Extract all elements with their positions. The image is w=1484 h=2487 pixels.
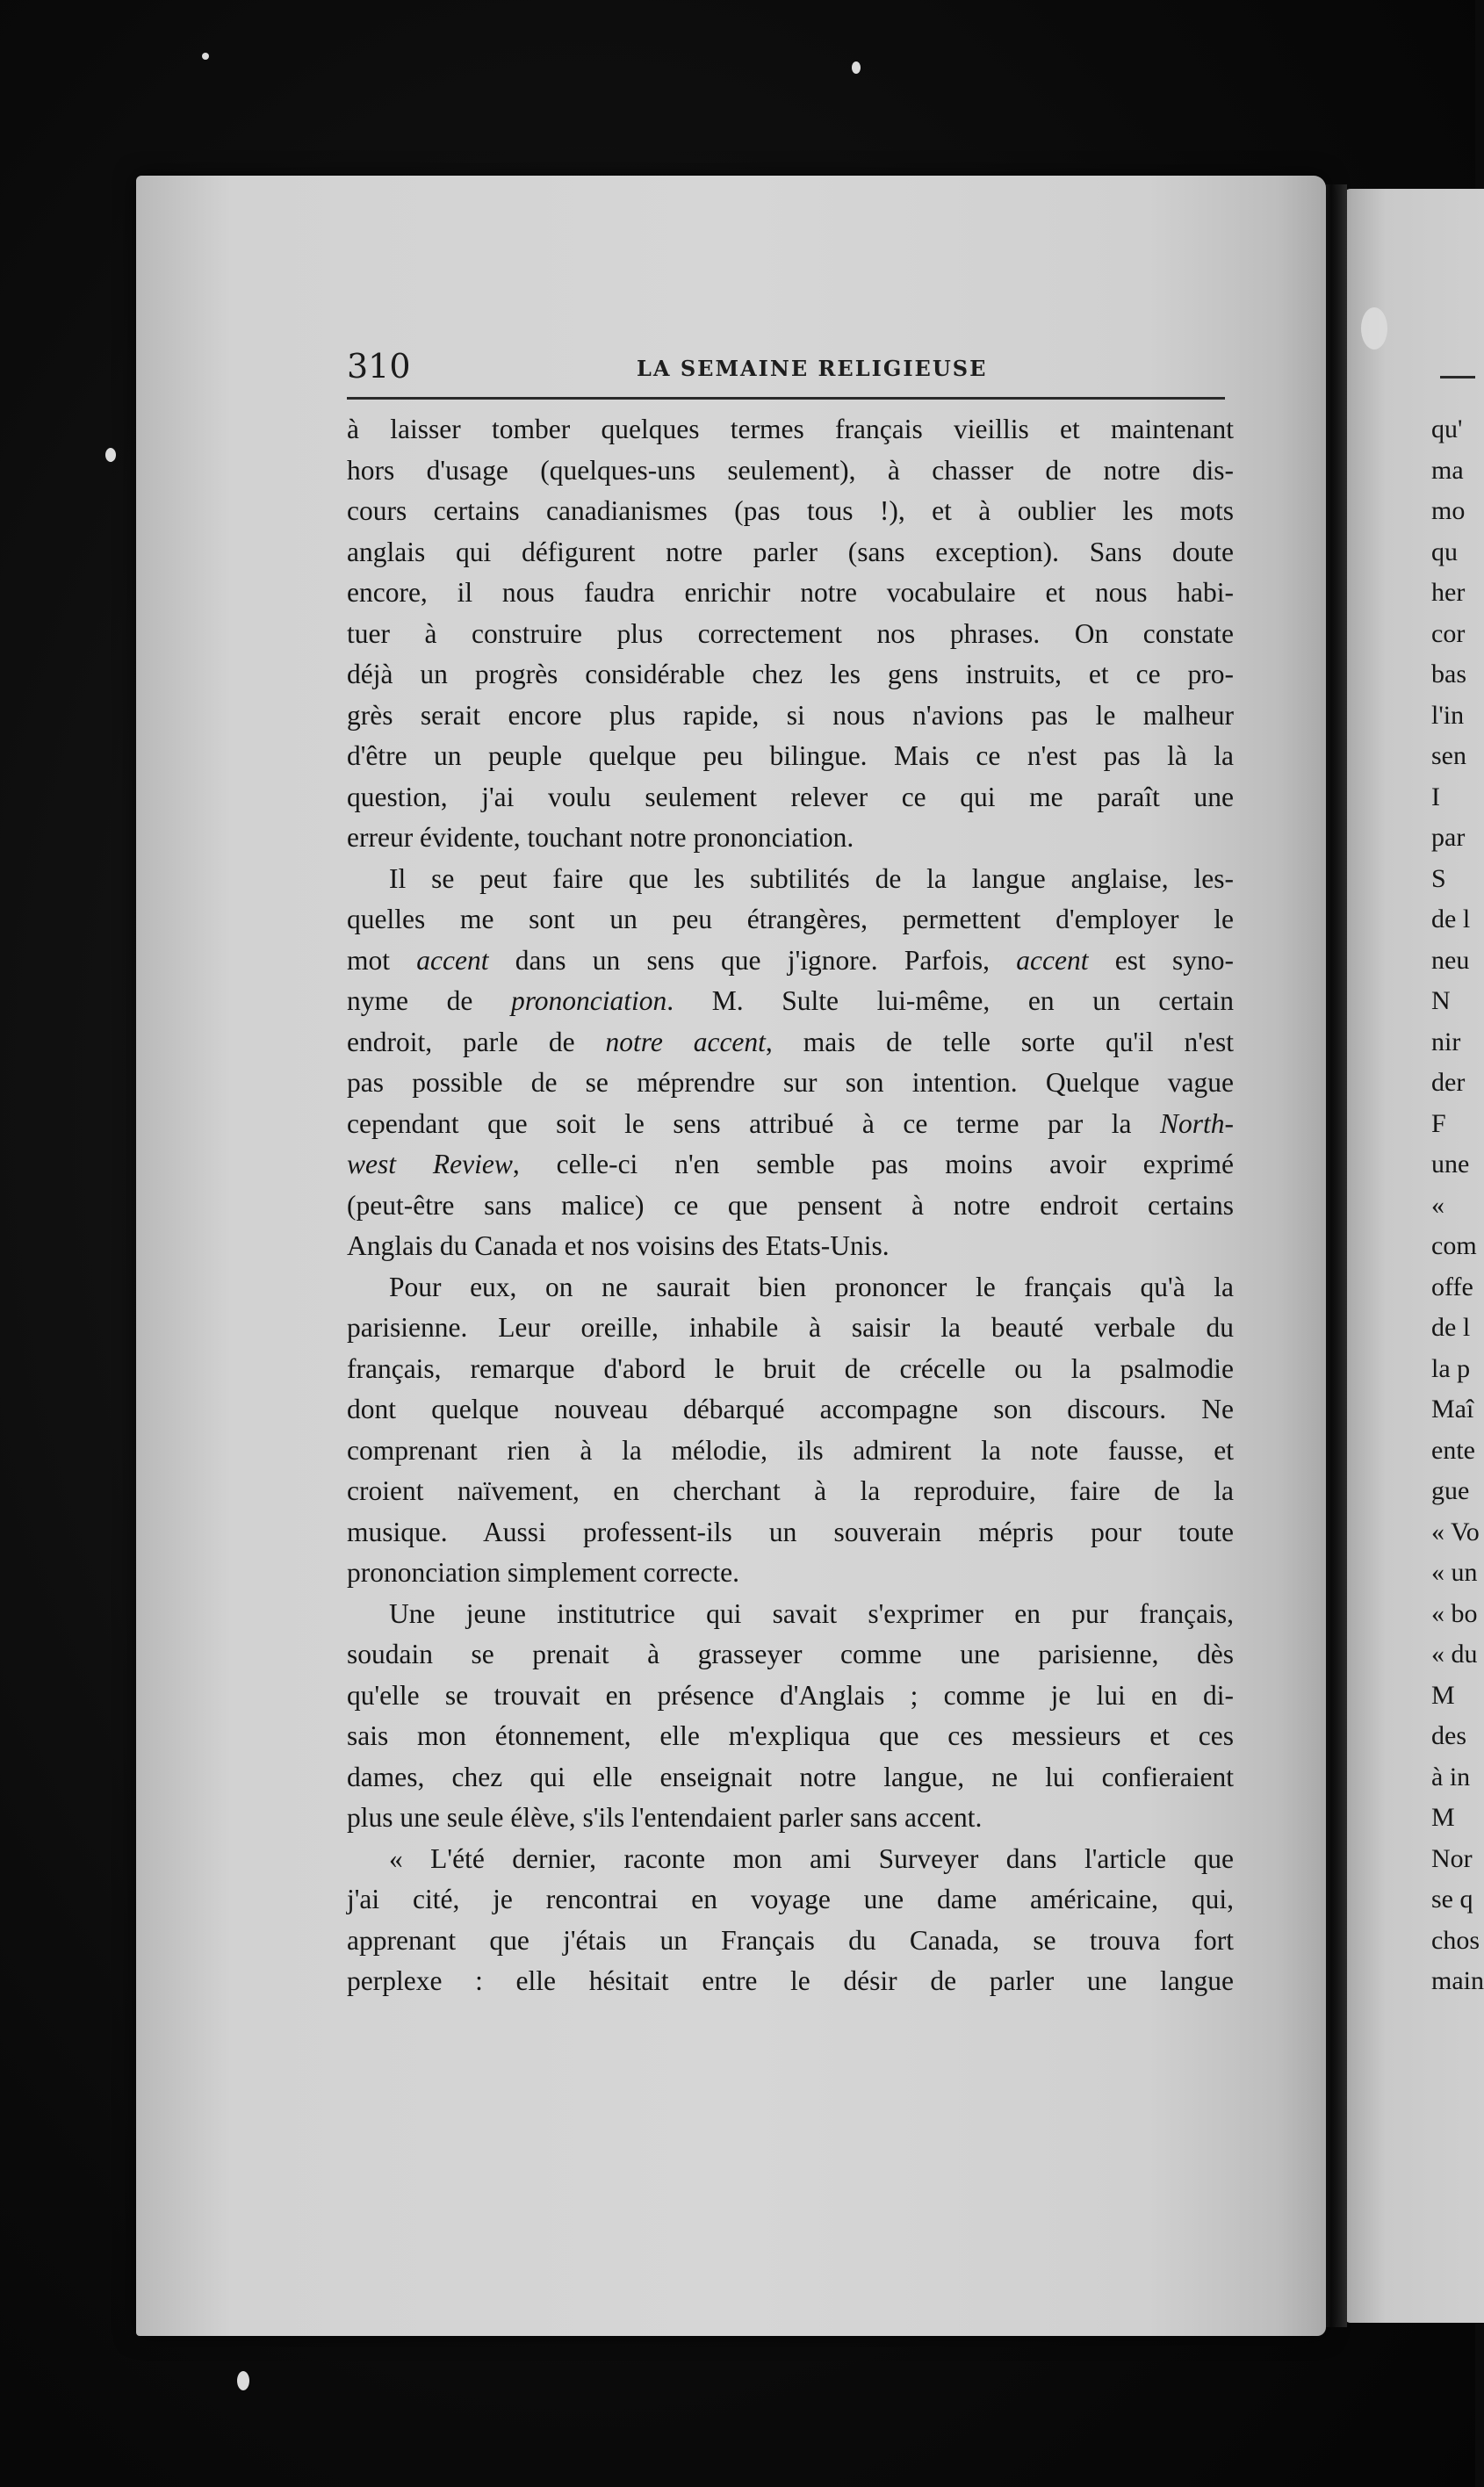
text-line: erreur évidente, touchant notre prononciation.: [347, 822, 854, 853]
text-line: français, remarque d'abord le bruit de crécelle ou la psalmodie: [347, 1352, 1234, 1384]
adjacent-text-fragment: une: [1431, 1150, 1470, 1179]
adjacent-text-fragment: «: [1431, 1190, 1444, 1220]
text-line: apprenant que j'étais un Français du Canada, se trouva fort: [347, 1924, 1234, 1956]
page-header: [347, 347, 1225, 391]
text-line: question, j'ai voulu seulement relever ce qui me paraît une: [347, 781, 1234, 812]
text-line: Il se peut faire que les subtilités de la langue anglaise, les-: [389, 862, 1234, 894]
adjacent-text-fragment: M: [1431, 1680, 1455, 1710]
text-line: (peut-être sans malice) ce que pensent à notre endroit certains: [347, 1189, 1234, 1221]
adjacent-text-fragment: bas: [1431, 660, 1466, 688]
adjacent-text-fragment: N: [1431, 986, 1451, 1015]
text-line: déjà un progrès considérable chez les gens instruits, et ce pro-: [347, 659, 1234, 689]
text-line: parisienne. Leur oreille, inhabile à saisir la beauté verbale du: [347, 1312, 1234, 1343]
adjacent-text-fragment: mo: [1431, 496, 1466, 525]
adjacent-page-text: [1431, 409, 1484, 2002]
body-text: [347, 409, 1234, 2002]
text-line: cependant que soit le sens attribué à ce terme par la North-: [347, 1107, 1234, 1139]
adjacent-text-fragment: la p: [1431, 1353, 1471, 1383]
text-line: soudain se prenait à grasseyer comme une parisienne, dès: [347, 1639, 1234, 1669]
text-line: grès serait encore plus rapide, si nous n'avions pas le malheur: [347, 699, 1234, 731]
adjacent-text-fragment: gue: [1431, 1476, 1470, 1505]
text-line: perplexe : elle hésitait entre le désir de parler une langue: [347, 1965, 1234, 1996]
adjacent-text-fragment: her: [1431, 578, 1466, 607]
text-line: west Review, celle-ci n'en semble pas moins avoir exprimé: [347, 1149, 1235, 1179]
film-speck: [1361, 307, 1387, 350]
adjacent-text-fragment: sen: [1431, 741, 1466, 770]
text-line: dames, chez qui elle enseignait notre langue, ne lui confieraient: [347, 1761, 1234, 1792]
text-line: Une jeune institutrice qui savait s'exprimer en pur français,: [389, 1597, 1234, 1629]
adjacent-text-fragment: ma: [1431, 455, 1464, 485]
text-line: quelles me sont un peu étrangères, permettent d'employer le: [347, 904, 1234, 934]
adjacent-text-fragment: F: [1431, 1108, 1446, 1138]
text-line: nyme de prononciation. M. Sulte lui-même, en un certain: [347, 985, 1234, 1016]
adjacent-header-rule: [1440, 376, 1475, 378]
text-line: pas possible de se méprendre sur son intention. Quelque vague: [347, 1067, 1234, 1098]
adjacent-text-fragment: S: [1431, 863, 1446, 893]
text-line: j'ai cité, je rencontrai en voyage une dame américaine, qui,: [347, 1884, 1234, 1914]
text-line: qu'elle se trouvait en présence d'Anglais ; comme je lui en di-: [347, 1679, 1234, 1711]
adjacent-text-fragment: de l: [1431, 1313, 1471, 1342]
adjacent-text-fragment: de l: [1431, 905, 1471, 934]
adjacent-text-fragment: neu: [1431, 945, 1470, 975]
adjacent-text-fragment: cor: [1431, 618, 1466, 648]
film-speck: [852, 61, 861, 74]
adjacent-text-fragment: des: [1431, 1721, 1466, 1750]
adjacent-text-fragment: à in: [1431, 1762, 1471, 1791]
text-line: prononciation simplement correcte.: [347, 1557, 739, 1588]
adjacent-text-fragment: der: [1431, 1068, 1466, 1097]
adjacent-text-fragment: par: [1431, 823, 1466, 852]
text-line: cours certains canadianismes (pas tous !), et à oublier les mots: [347, 495, 1234, 526]
adjacent-text-fragment: « un: [1431, 1558, 1478, 1587]
film-speck: [202, 53, 209, 60]
adjacent-text-fragment: Nor: [1431, 1843, 1473, 1873]
text-line: plus une seule élève, s'ils l'entendaient parler sans accent.: [347, 1802, 983, 1833]
text-line: musique. Aussi professent-ils un souverain mépris pour toute: [347, 1516, 1234, 1547]
text-line: Anglais du Canada et nos voisins des Etats-Unis.: [347, 1230, 890, 1261]
text-line: hors d'usage (quelques-uns seulement), à chasser de notre dis-: [347, 454, 1234, 486]
text-line: endroit, parle de notre accent, mais de telle sorte qu'il n'est: [347, 1026, 1234, 1057]
adjacent-text-fragment: Maî: [1431, 1395, 1474, 1424]
text-line: « L'été dernier, raconte mon ami Surveyer dans l'article que: [389, 1842, 1234, 1874]
text-line: encore, il nous faudra enrichir notre vocabulaire et nous habi-: [347, 577, 1234, 608]
adjacent-text-fragment: « du: [1431, 1640, 1478, 1669]
adjacent-text-fragment: main: [1431, 1966, 1484, 1995]
adjacent-text-fragment: « Vo: [1431, 1517, 1480, 1546]
page-number: 310: [347, 347, 411, 386]
adjacent-text-fragment: l'in: [1431, 700, 1465, 730]
text-line: Pour eux, on ne saurait bien prononcer le français qu'à la: [389, 1271, 1234, 1302]
adjacent-text-fragment: qu: [1431, 537, 1458, 566]
film-speck: [105, 448, 116, 462]
adjacent-text-fragment: ente: [1431, 1435, 1475, 1465]
adjacent-text-fragment: nir: [1431, 1027, 1461, 1056]
adjacent-text-fragment: se q: [1431, 1885, 1473, 1914]
text-line: sais mon étonnement, elle m'expliqua que ces messieurs et ces: [347, 1720, 1234, 1751]
running-title: LA SEMAINE RELIGIEUSE: [637, 356, 988, 381]
text-line: mot accent dans un sens que j'ignore. Parfois, accent est syno-: [347, 944, 1234, 976]
adjacent-text-fragment: qu': [1431, 414, 1463, 443]
adjacent-text-fragment: I: [1431, 782, 1440, 811]
text-line: d'être un peuple quelque peu bilingue. Mais ce n'est pas là la: [347, 740, 1234, 771]
film-speck: [237, 2371, 249, 2390]
adjacent-text-fragment: offe: [1431, 1272, 1473, 1301]
text-line: croient naïvement, en cherchant à la reproduire, faire de la: [347, 1475, 1234, 1506]
adjacent-text-fragment: com: [1431, 1231, 1477, 1260]
text-line: dont quelque nouveau débarqué accompagne son discours. Ne: [347, 1394, 1234, 1424]
adjacent-text-fragment: M: [1431, 1803, 1455, 1832]
text-line: tuer à construire plus correctement nos phrases. On constate: [347, 617, 1234, 649]
text-line: comprenant rien à la mélodie, ils admirent la note fausse, et: [347, 1434, 1234, 1466]
adjacent-text-fragment: chos: [1431, 1925, 1480, 1955]
adjacent-text-fragment: « bo: [1431, 1598, 1478, 1628]
text-line: anglais qui défigurent notre parler (sans exception). Sans doute: [347, 536, 1234, 567]
text-line: à laisser tomber quelques termes français vieillis et maintenant: [347, 414, 1234, 444]
header-rule: [347, 397, 1225, 400]
